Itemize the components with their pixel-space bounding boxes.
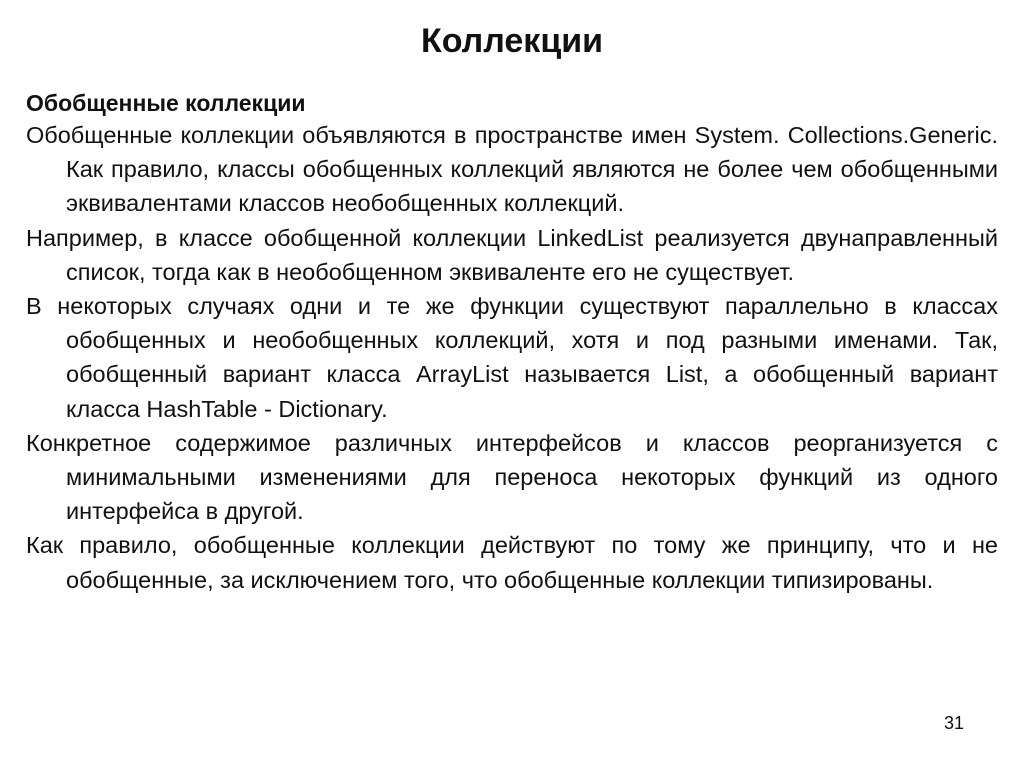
slide-body <box>26 118 998 597</box>
slide-title: Коллекции <box>420 22 604 60</box>
paragraph-linkedlist: Например, в классе обобщенной коллекции LinkedList реализуется двунаправленный список, тогда как в необобщенном эквиваленте его не существует. <box>26 224 998 285</box>
paragraph-interfaces: Конкретное содержимое различных интерфейсов и классов реорганизуется с минимальными изменениями для переноса некоторых функций из одного интерфейса в другой. <box>26 429 998 525</box>
paragraph-typed-collections: Как правило, обобщенные коллекции действуют по тому же принципу, что и не обобщенные, за исключением того, что обобщенные коллекции типизированы. <box>26 532 998 593</box>
paragraph-parallel-functions: В некоторых случаях одни и те же функции существуют параллельно в классах обобщенных и необобщенных коллекций, хотя и под разными именами. Так, обобщенный вариант класса ArrayList называется List, а обобщенный вариант класса HashTable - Dictionary. <box>26 293 998 422</box>
page-number: 31 <box>943 713 964 733</box>
section-subheading: Обобщенные коллекции <box>26 90 306 116</box>
paragraph-namespace: Обобщенные коллекции объявляются в пространстве имен System. Collections.Generic. Как правило, классы обобщенных коллекций являются не более чем обобщенными эквивалентами классов необобщенных коллекций. <box>26 122 998 217</box>
